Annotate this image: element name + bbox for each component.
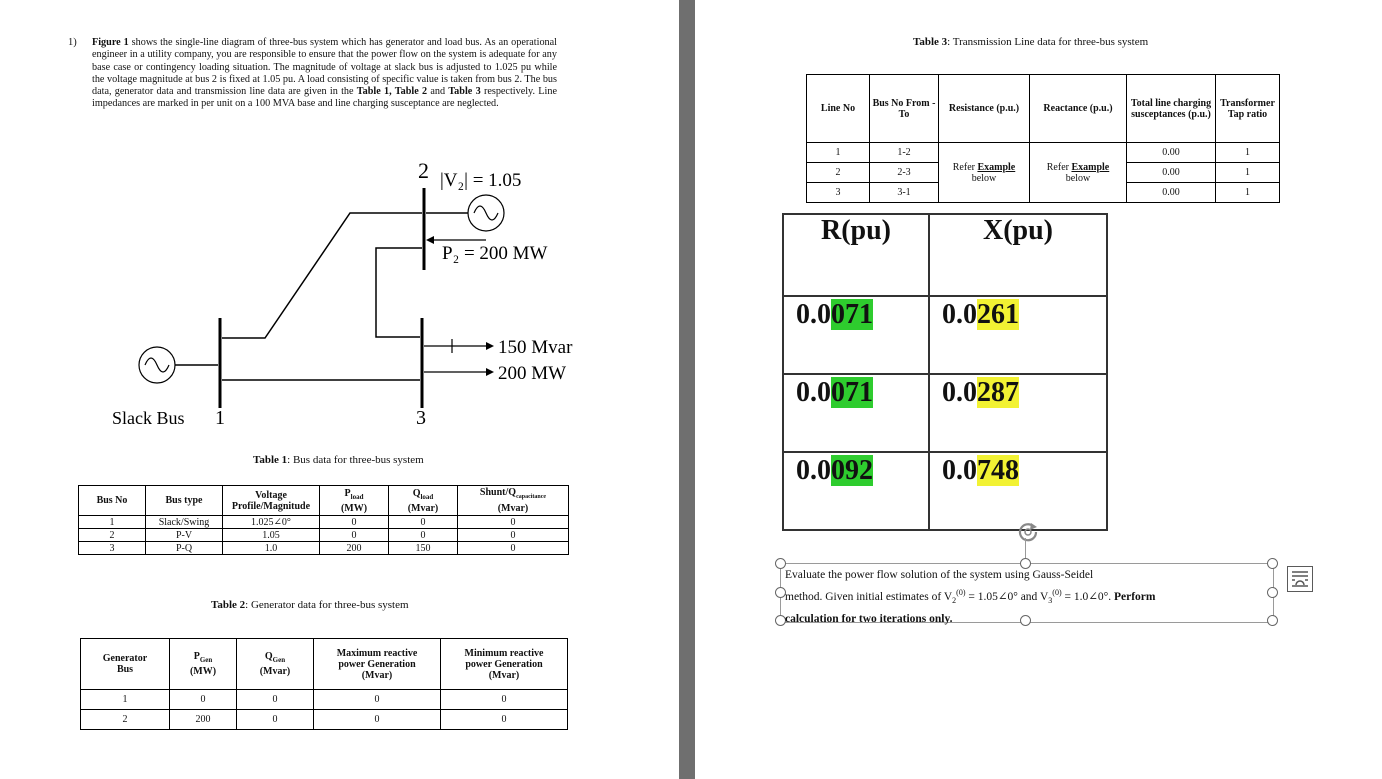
table-row [79,529,569,542]
line-data-table [806,74,1280,203]
table-header-cell: Resistance (p.u.) [939,75,1030,143]
refer-example-reactance: Refer Example below [1030,143,1127,203]
v2-label: |V₂| = 1.05 [440,170,522,191]
line-1-2 [222,213,422,338]
impedance-table [782,213,1108,531]
table-cell: 0 [441,710,568,730]
impedance-cell: 0.0092 [783,452,929,530]
table-cell: 0 [170,690,237,710]
question-text-run: and [427,86,449,98]
single-line-diagram [100,150,600,440]
table-row [783,374,1107,452]
example-link[interactable]: Example [1071,161,1110,173]
textbox-content[interactable]: Evaluate the power flow solution of the system using Gauss-Seidel method. Given initial estimates of $V_2^{(0)}$ = 1.05∠0° and $V_3^{(0)}$ = 1.0∠0°. Perform calculation for two iterations only. [785,569,1156,626]
rotate-handle-icon[interactable] [1016,521,1042,543]
page-gutter [679,0,695,779]
example-link[interactable]: Example [977,161,1016,173]
question-text [92,37,557,111]
impedance-cell: 0.0071 [783,296,929,374]
table-cell: 0 [389,529,458,542]
table-cell: 0 [320,529,389,542]
question-text-run: Figure 1 [92,37,129,48]
table-row [81,690,568,710]
p2-label: P₂ = 200 MW [442,243,548,264]
table-row [79,516,569,529]
table-cell: P-V [146,529,223,542]
resize-handle[interactable] [1267,615,1278,626]
table-row [81,710,568,730]
r-header: R(pu) [783,214,929,296]
table-cell: 1.0 [223,542,320,555]
generator-data-table: Generator Bus $P_{Gen}$ (MW) $Q_{Gen}$ (Mvar) Maximum reactive power Generation (Mvar) Minimum reactive power Generation (Mvar) 1 0 0 0 0 2 200 0 0 0 [80,638,568,730]
table-cell: 0 [441,690,568,710]
table-row [807,143,1280,163]
impedance-cell: 0.0287 [929,374,1107,452]
table-cell: 3 [807,183,870,203]
table-cell: 2-3 [870,163,939,183]
table-cell: P-Q [146,542,223,555]
table-cell: 1-2 [870,143,939,163]
table-cell: 150 [389,542,458,555]
bus-data-table: Bus No Bus type Voltage Profile/Magnitude $P_{load}$ (MW) $Q_{load}$ (Mvar) Shunt/$Q_{capacitance}$ (Mvar) 1 Slack/Swing 1.025∠0° 0 0 0 2 P-V 1.05 0 0 0 3 P-Q 1.0 200 150 0 [78,485,569,555]
table-cell: 0 [458,529,569,542]
impedance-cell: 0.0071 [783,374,929,452]
resize-handle[interactable] [1267,587,1278,598]
load-q-label: 150 Mvar [498,337,573,358]
table-cell: 1 [79,516,146,529]
resize-handle[interactable] [1267,558,1278,569]
table-row [783,452,1107,530]
table-cell: 2 [807,163,870,183]
table-cell: 0 [314,690,441,710]
impedance-cell: 0.0748 [929,452,1107,530]
table-cell: 0.00 [1127,183,1216,203]
x-header: X(pu) [929,214,1107,296]
table-cell: 0 [237,710,314,730]
table-header-cell: Reactance (p.u.) [1030,75,1127,143]
table-row [783,296,1107,374]
impedance-cell: 0.0261 [929,296,1107,374]
table-cell: 1 [81,690,170,710]
table-header-cell: Transformer Tap ratio [1216,75,1280,143]
line-2-3 [376,248,422,337]
table-cell: 1.05 [223,529,320,542]
table-cell: 0.00 [1127,143,1216,163]
question-text-run: Table 1, Table 2 [356,86,428,98]
table-cell: 0 [458,516,569,529]
table-cell: 200 [320,542,389,555]
table-cell: 2 [79,529,146,542]
table-cell: 2 [81,710,170,730]
table1-caption: Table 1: Bus data for three-bus system [253,454,424,466]
question-text-run: Table 3 [448,86,481,98]
table-header-cell: Bus No From - To [870,75,939,143]
question-number: 1) [68,37,77,48]
table-cell: 3-1 [870,183,939,203]
table-row [79,542,569,555]
table-cell: 0 [237,690,314,710]
table-cell: 1 [807,143,870,163]
refer-example-resistance: Refer Example below [939,143,1030,203]
question-text-run: shows the single-line diagram of three-bus system which has generator and load bus. As an operational engineer in a utility company, you are responsible to ensure that the power flow on the system is adequate for any base case or contingency loading situation. The magnitude of voltage at slack bus is adjusted to 1.025 pu while the voltage magnitude at bus 2 is fixed at 1.05 pu. A load consisting of specific value is taken from bus 2. The bus data, generator data and transmission line data are given in the [92,37,557,98]
load-p-label: 200 MW [498,363,567,384]
table-cell: 0 [320,516,389,529]
table-cell: 1 [1216,183,1280,203]
table-cell: 0 [458,542,569,555]
bus1-label: 1 [215,407,225,429]
question-text-run: respectively. Line impedances are marked in per unit on a 100 MVA base and line charging susceptance are neglected. [92,86,557,110]
table-cell: 200 [170,710,237,730]
slack-bus-label: Slack Bus [112,408,185,428]
bus3-label: 3 [416,407,426,429]
table-cell: 0 [314,710,441,730]
table-cell: 3 [79,542,146,555]
table-header-cell: Line No [807,75,870,143]
table-cell: Slack/Swing [146,516,223,529]
table-cell: 1 [1216,143,1280,163]
table-header-cell: Total line charging susceptances (p.u.) [1127,75,1216,143]
bus2-label: 2 [418,158,429,183]
table-cell: 0 [389,516,458,529]
table2-caption: Table 2: Generator data for three-bus system [211,599,409,611]
layout-options-icon[interactable] [1287,566,1313,592]
table-cell: 1.025∠0° [223,516,320,529]
table3-caption: Table 3: Transmission Line data for three-bus system [913,36,1149,48]
table-cell: 1 [1216,163,1280,183]
table-cell: 0.00 [1127,163,1216,183]
